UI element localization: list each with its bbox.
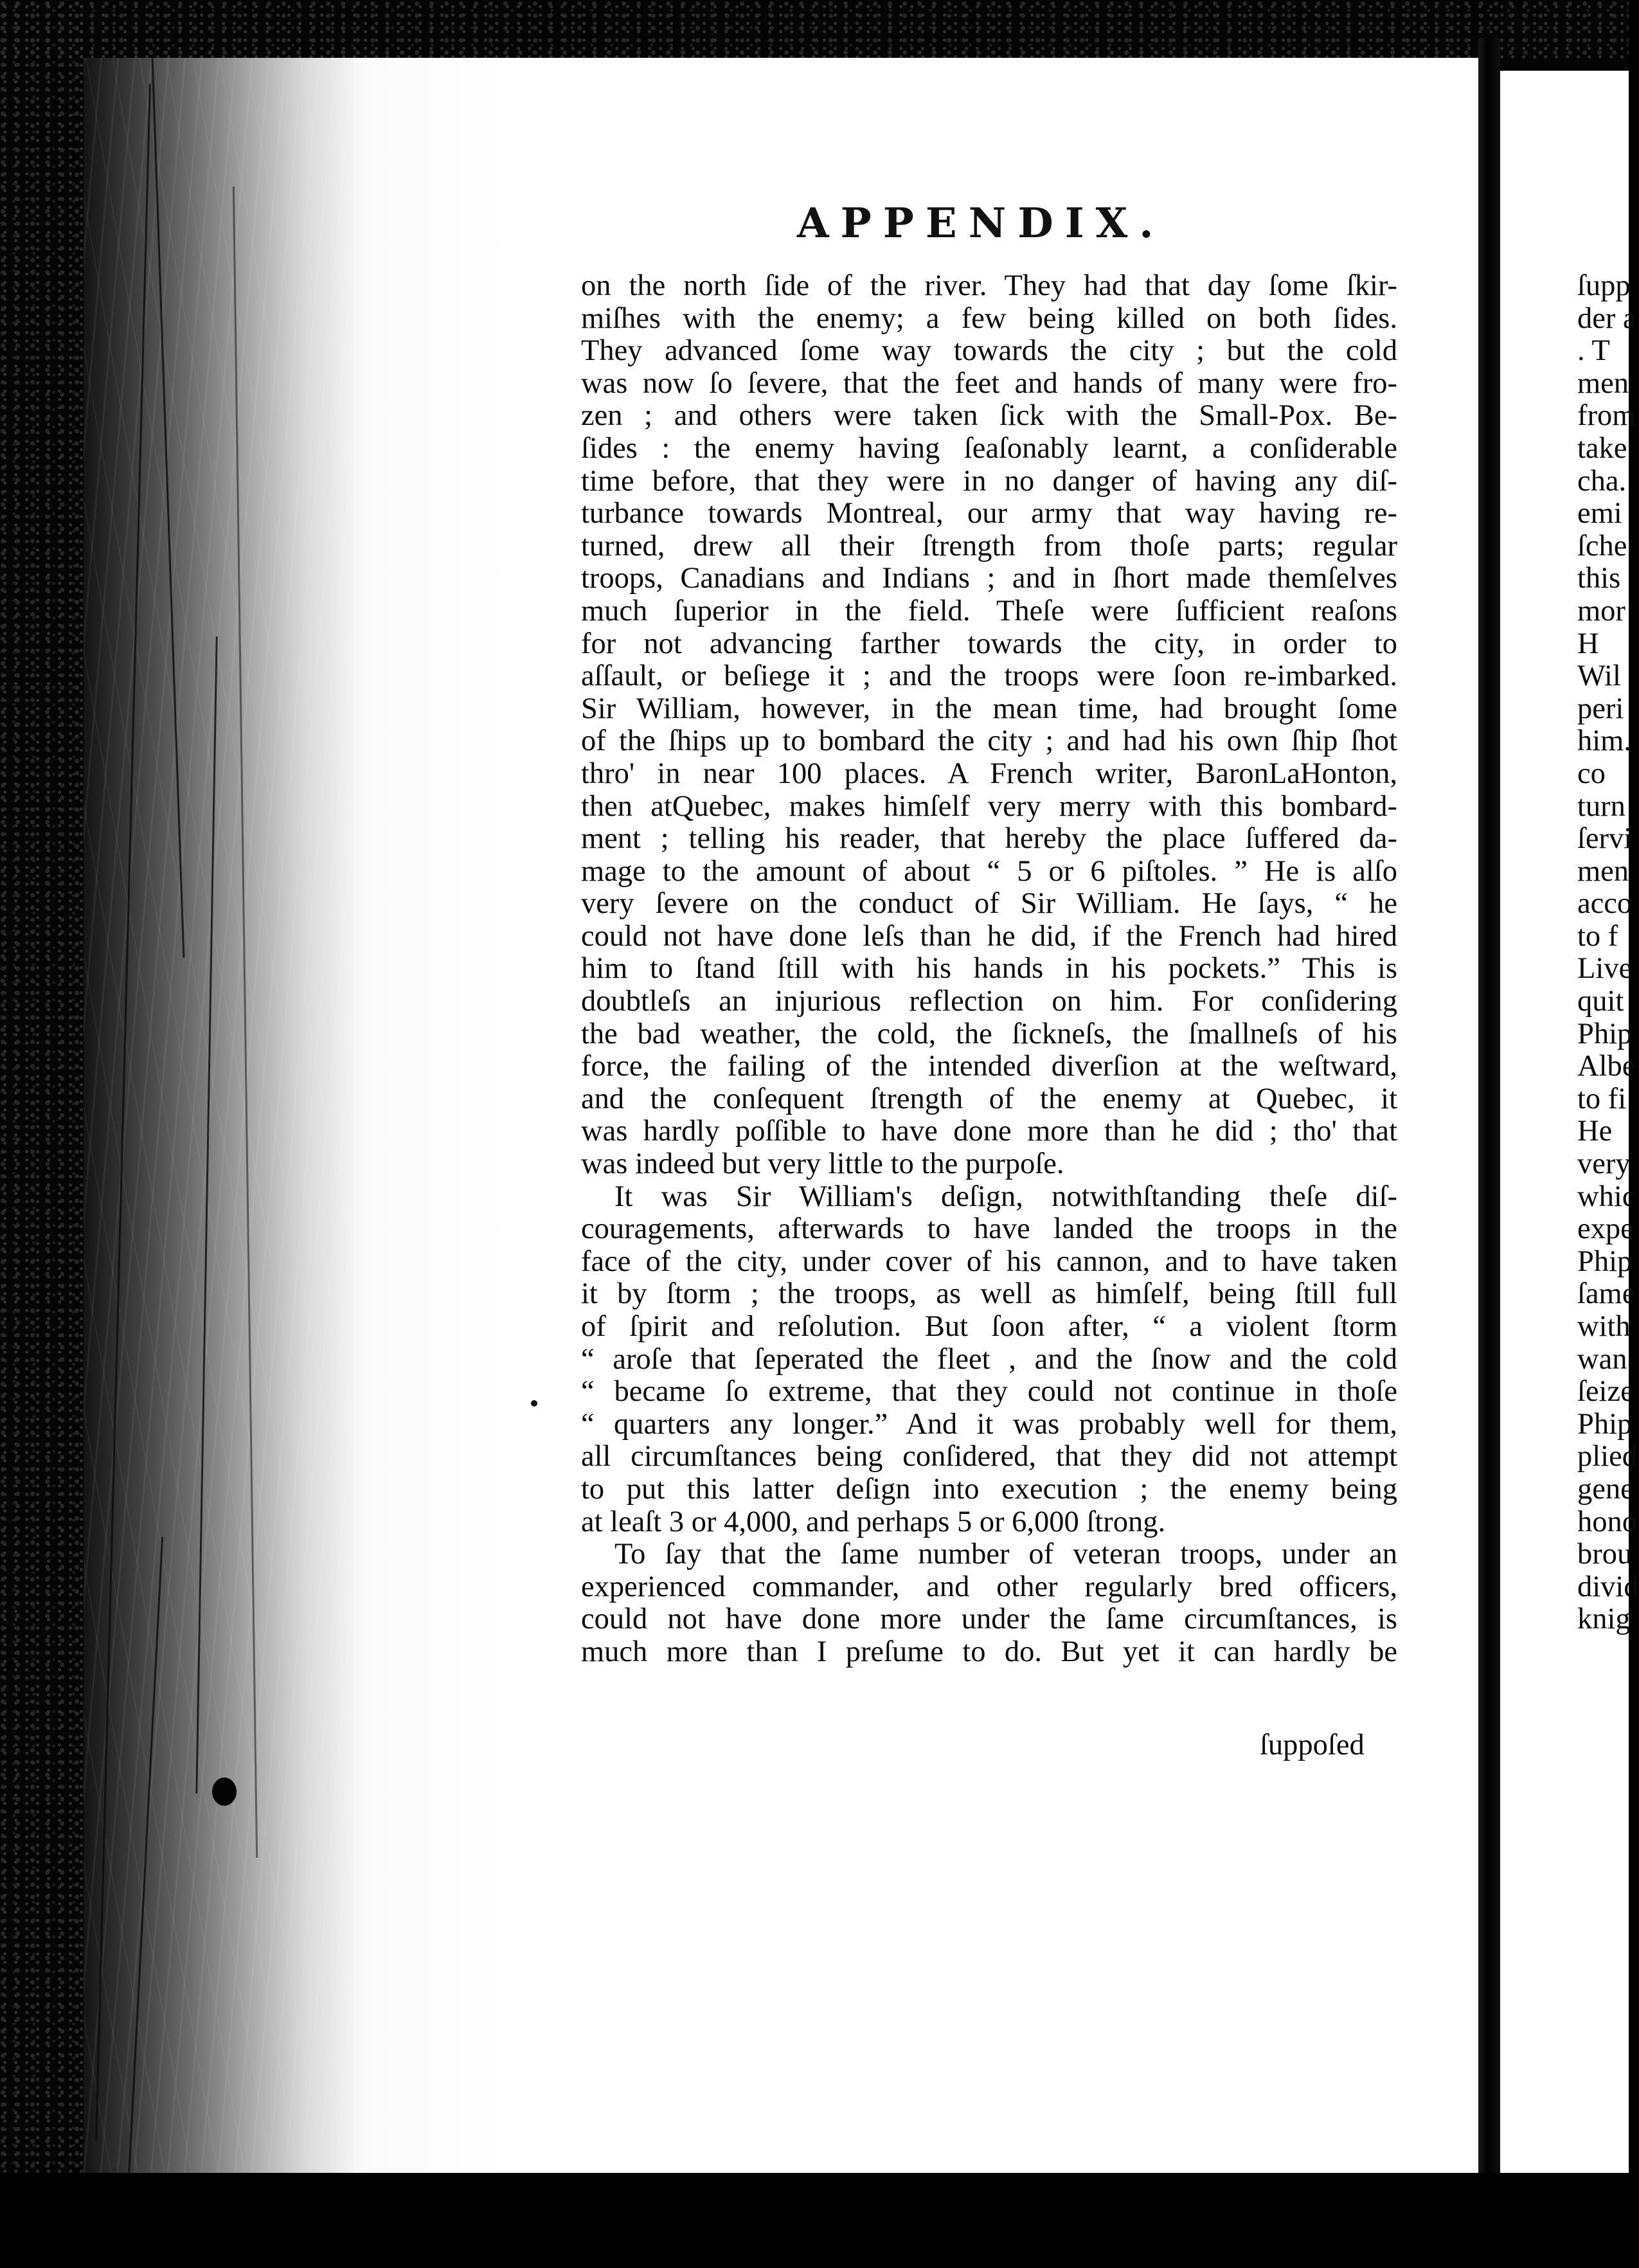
facing-line: ſche xyxy=(1577,529,1627,562)
facing-line: ſame xyxy=(1577,1277,1636,1311)
text-line: all circumſtances being conſidered, that they did not attempt xyxy=(581,1440,1397,1473)
facing-line: very xyxy=(1577,1148,1631,1181)
top-edge-noise xyxy=(0,0,1629,61)
bottom-shadow xyxy=(0,2173,1629,2268)
facing-line: Phip xyxy=(1577,1407,1633,1441)
text-line: the bad weather, the cold, the ſickneſs, the ſmallneſs of his xyxy=(581,1017,1397,1050)
facing-line: ſeize xyxy=(1577,1375,1634,1408)
facing-line: knig xyxy=(1577,1603,1631,1636)
text-line: was indeed but very little to the purpoſe. xyxy=(581,1148,1064,1181)
facing-line: from xyxy=(1577,399,1636,433)
text-line: force, the failing of the intended diverſion at the weſtward, xyxy=(581,1050,1397,1083)
facing-line: He xyxy=(1577,1115,1613,1148)
text-line: for not advancing farther towards the city, in order to xyxy=(581,627,1397,660)
text-line: could not have done leſs than he did, if the French had hired xyxy=(581,919,1397,953)
text-line: miſhes with the enemy; a few being killed on both ſides. xyxy=(581,302,1397,335)
facing-line: turn xyxy=(1577,789,1626,823)
facing-line: to f xyxy=(1577,919,1618,953)
facing-line: brou xyxy=(1577,1538,1633,1571)
facing-line: ſervi xyxy=(1577,822,1633,856)
facing-line: divid xyxy=(1577,1570,1639,1603)
facing-line: mor xyxy=(1577,594,1626,627)
facing-line: men xyxy=(1577,366,1629,400)
text-line: of ſpirit and reſolution. But ſoon after, “ a violent ſtorm xyxy=(581,1310,1397,1343)
facing-line: Live xyxy=(1577,952,1633,986)
text-line: very ſevere on the conduct of Sir William. He ſays, “ he xyxy=(581,887,1397,921)
text-line: was hardly poſſible to have done more than he did ; tho' that xyxy=(581,1115,1397,1148)
text-line: of the ſhips up to bombard the city ; and had his own ſhip ſhot xyxy=(581,724,1397,758)
text-line: mage to the amount of about “ 5 or 6 piſtoles. ” He is alſo xyxy=(581,854,1397,888)
facing-line: . T xyxy=(1577,334,1610,368)
text-line: at leaſt 3 or 4,000, and perhaps 5 or 6,000 ſtrong. xyxy=(581,1505,1166,1538)
text-line: To ſay that the ſame number of veteran troops, under an xyxy=(614,1538,1397,1571)
text-line: him to ſtand ſtill with his hands in his pockets.” This is xyxy=(581,952,1397,986)
facing-line: this xyxy=(1577,562,1621,595)
facing-line: with xyxy=(1577,1310,1631,1343)
facing-line: him. xyxy=(1577,724,1631,758)
text-line: was now ſo ſevere, that the feet and hands of many were fro- xyxy=(581,366,1397,400)
facing-line: plied xyxy=(1577,1440,1637,1473)
facing-line: emi xyxy=(1577,497,1622,530)
text-line: “ aroſe that ſeperated the fleet , and the ſnow and the cold xyxy=(581,1342,1397,1376)
text-line: could not have done more under the ſame circumſtances, is xyxy=(581,1603,1397,1636)
facing-line: quit xyxy=(1577,985,1624,1018)
facing-line: Phip xyxy=(1577,1017,1633,1050)
text-line: Sir William, however, in the mean time, had brought ſome xyxy=(581,692,1397,725)
text-line: ment ; telling his reader, that hereby the place ſuffered da- xyxy=(581,822,1397,856)
facing-line: whic xyxy=(1577,1180,1636,1213)
text-line: it by ſtorm ; the troops, as well as himſelf, being ſtill full xyxy=(581,1277,1397,1311)
text-line: much ſuperior in the field. Theſe were ſufficient reaſons xyxy=(581,594,1397,627)
text-line: thro' in near 100 places. A French writer, BaronLaHonton, xyxy=(581,757,1397,790)
facing-line: Albe xyxy=(1577,1050,1636,1083)
left-edge-noise xyxy=(0,0,90,2268)
facing-line: peri xyxy=(1577,692,1624,725)
catchword: ſuppoſed xyxy=(1260,1729,1365,1761)
facing-line: gene xyxy=(1577,1472,1634,1506)
facing-line: co xyxy=(1577,757,1606,790)
damaged-left-margin xyxy=(84,58,354,2173)
body-text xyxy=(581,270,1397,1669)
margin-mark xyxy=(531,1400,537,1407)
facing-line: cha. xyxy=(1577,464,1627,498)
facing-line: Wil xyxy=(1577,660,1621,693)
facing-line: wan xyxy=(1577,1342,1627,1376)
running-head: APPENDIX. xyxy=(797,199,1165,248)
text-line: time before, that they were in no danger of having any diſ- xyxy=(581,464,1397,498)
text-line: couragements, afterwards to have landed the troops in the xyxy=(581,1212,1397,1246)
text-line: zen ; and others were taken ſick with the Small-Pox. Be- xyxy=(581,399,1397,433)
text-line: face of the city, under cover of his cannon, and to have taken xyxy=(581,1245,1397,1278)
text-line: experienced commander, and other regularly bred officers, xyxy=(581,1570,1397,1603)
text-line: “ quarters any longer.” And it was probably well for them, xyxy=(581,1407,1397,1441)
text-line: on the north ſide of the river. They had that day ſome ſkir- xyxy=(581,269,1397,302)
facing-line: der a xyxy=(1577,302,1636,335)
facing-page-text xyxy=(1577,270,1639,1636)
facing-line: Phip xyxy=(1577,1245,1633,1278)
facing-line: ſupp xyxy=(1577,269,1631,302)
text-line: aſſault, or beſiege it ; and the troops were ſoon re-imbarked. xyxy=(581,660,1397,693)
text-line: much more than I preſume to do. But yet it can hardly be xyxy=(581,1635,1397,1668)
text-line: “ became ſo extreme, that they could not continue in thoſe xyxy=(581,1375,1397,1408)
text-line: It was Sir William's deſign, notwithſtanding theſe diſ- xyxy=(614,1180,1397,1213)
text-line: ſides : the enemy having ſeaſonably learnt, a conſiderable xyxy=(581,431,1397,465)
facing-line: take xyxy=(1577,431,1627,465)
text-line: then atQuebec, makes himſelf very merry with this bombard- xyxy=(581,789,1397,823)
book-gutter xyxy=(1478,39,1500,2237)
text-line: doubtleſs an injurious reflection on him. For conſidering xyxy=(581,985,1397,1018)
text-line: turbance towards Montreal, our army that way having re- xyxy=(581,497,1397,530)
facing-line: expe xyxy=(1577,1212,1634,1246)
facing-line: hono xyxy=(1577,1505,1637,1538)
binding-hole xyxy=(212,1778,237,1806)
facing-line: to fi xyxy=(1577,1082,1627,1115)
text-line: They advanced ſome way towards the city ; but the cold xyxy=(581,334,1397,368)
text-line: and the conſequent ſtrength of the enemy at Quebec, it xyxy=(581,1082,1397,1115)
facing-line: acco xyxy=(1577,887,1633,921)
facing-line: men xyxy=(1577,854,1629,888)
text-line: to put this latter deſign into execution ; the enemy being xyxy=(581,1472,1397,1506)
facing-line: H xyxy=(1577,627,1599,660)
text-line: turned, drew all their ſtrength from thoſe parts; regular xyxy=(581,529,1397,562)
text-line: troops, Canadians and Indians ; and in ſhort made themſelves xyxy=(581,562,1397,595)
